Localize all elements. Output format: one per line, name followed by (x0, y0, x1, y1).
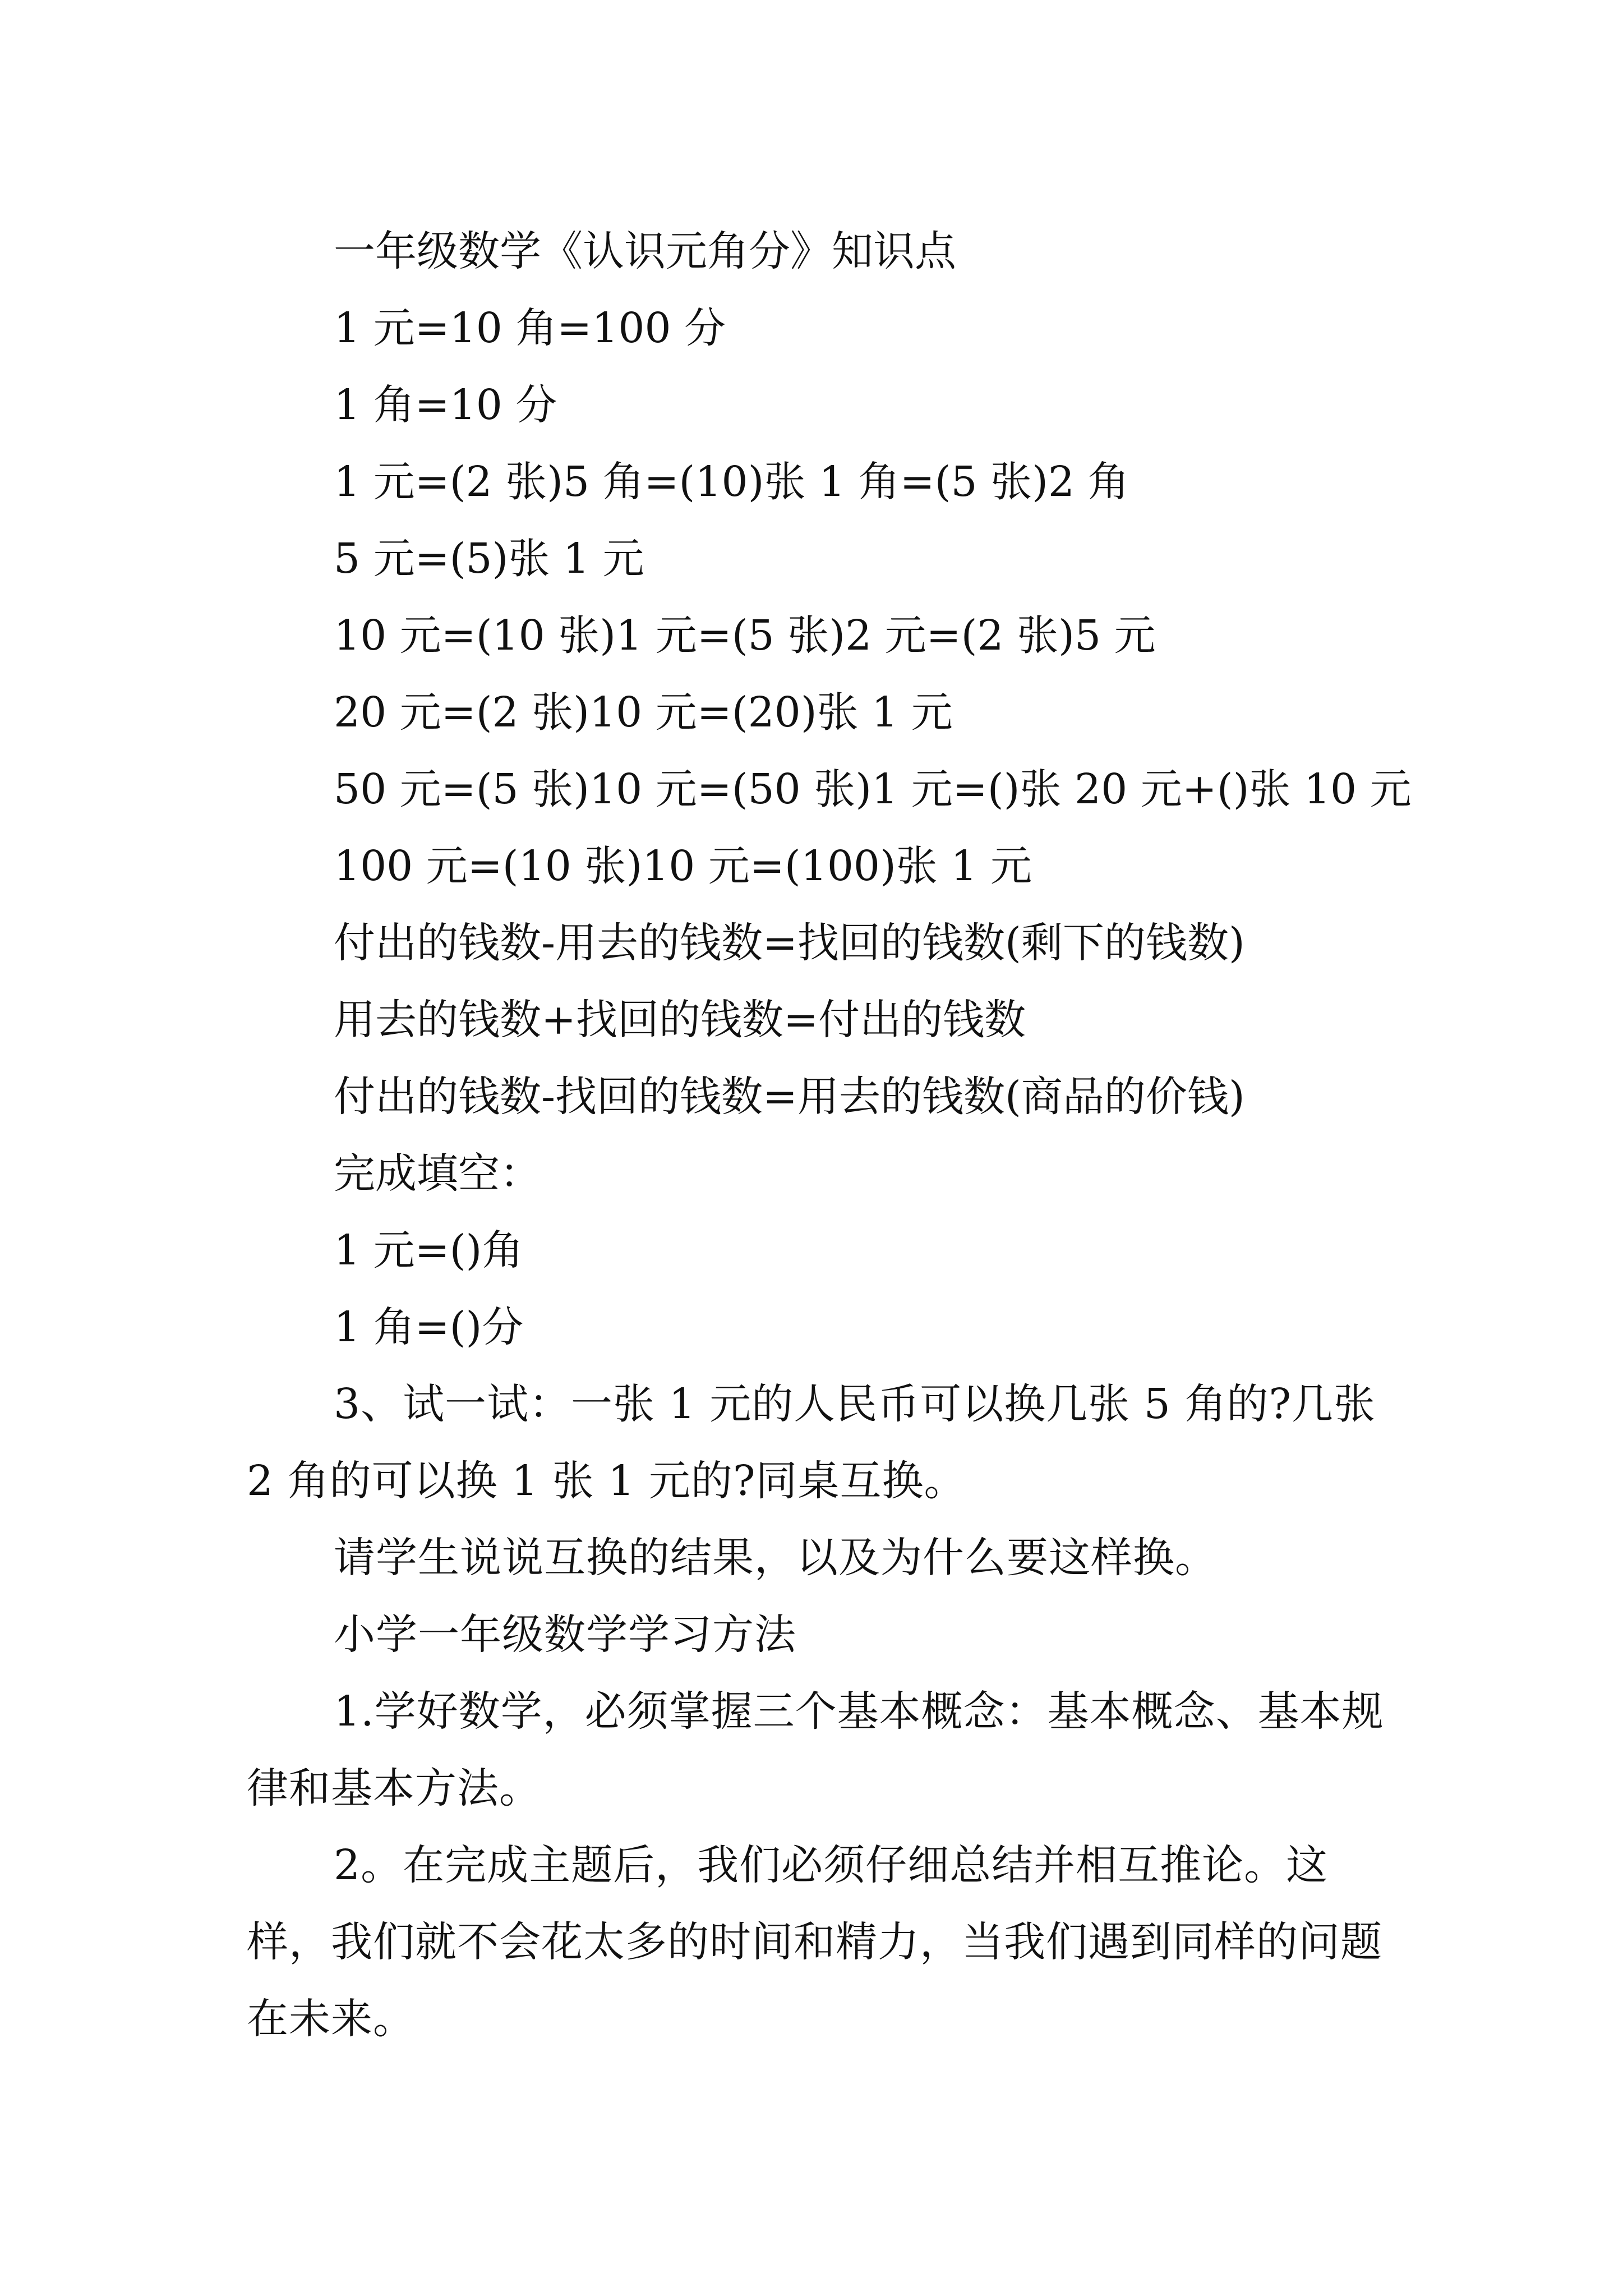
text-line: 10 元=(10 张)1 元=(5 张)2 元=(2 张)5 元 (334, 611, 1156, 660)
text-line: 完成填空： (334, 1149, 541, 1198)
document-title: 一年级数学《认识元角分》知识点 (334, 227, 956, 275)
text-line: 1 角=()分 (334, 1303, 524, 1351)
text-line: 20 元=(2 张)10 元=(20)张 1 元 (334, 688, 953, 737)
document-body (247, 213, 1412, 2058)
text-line: 付出的钱数-用去的钱数=找回的钱数(剩下的钱数) (334, 919, 1245, 967)
paragraph: 2。在完成主题后，我们必须仔细总结并相互推论。这样，我们就不会花太多的时间和精力，当我们遇到同样的问题在未来。 (247, 1841, 1382, 2043)
text-line: 1 元=(2 张)5 角=(10)张 1 角=(5 张)2 角 (334, 458, 1129, 506)
text-line: 付出的钱数-找回的钱数=用去的钱数(商品的价钱) (334, 1073, 1245, 1121)
paragraph: 1.学好数学，必须掌握三个基本概念：基本概念、基本规律和基本方法。 (247, 1687, 1384, 1812)
paragraph: 请学生说说互换的结果，以及为什么要这样换。 (334, 1534, 1217, 1582)
text-line: 1 元=()角 (334, 1226, 524, 1274)
text-line: 100 元=(10 张)10 元=(100)张 1 元 (334, 842, 1032, 890)
paragraph: 3、试一试：一张 1 元的人民币可以换几张 5 角的?几张 2 角的可以换 1 张 1 元的?同桌互换。 (247, 1380, 1376, 1505)
text-line: 50 元=(5 张)10 元=(50 张)1 元=()张 20 元+()张 10 元 (334, 765, 1412, 813)
text-line: 用去的钱数+找回的钱数=付出的钱数 (334, 996, 1026, 1044)
section-heading: 小学一年级数学学习方法 (334, 1611, 796, 1659)
text-line: 1 角=10 分 (334, 381, 557, 429)
text-line: 1 元=10 角=100 分 (334, 304, 726, 352)
text-line: 5 元=(5)张 1 元 (334, 535, 644, 583)
